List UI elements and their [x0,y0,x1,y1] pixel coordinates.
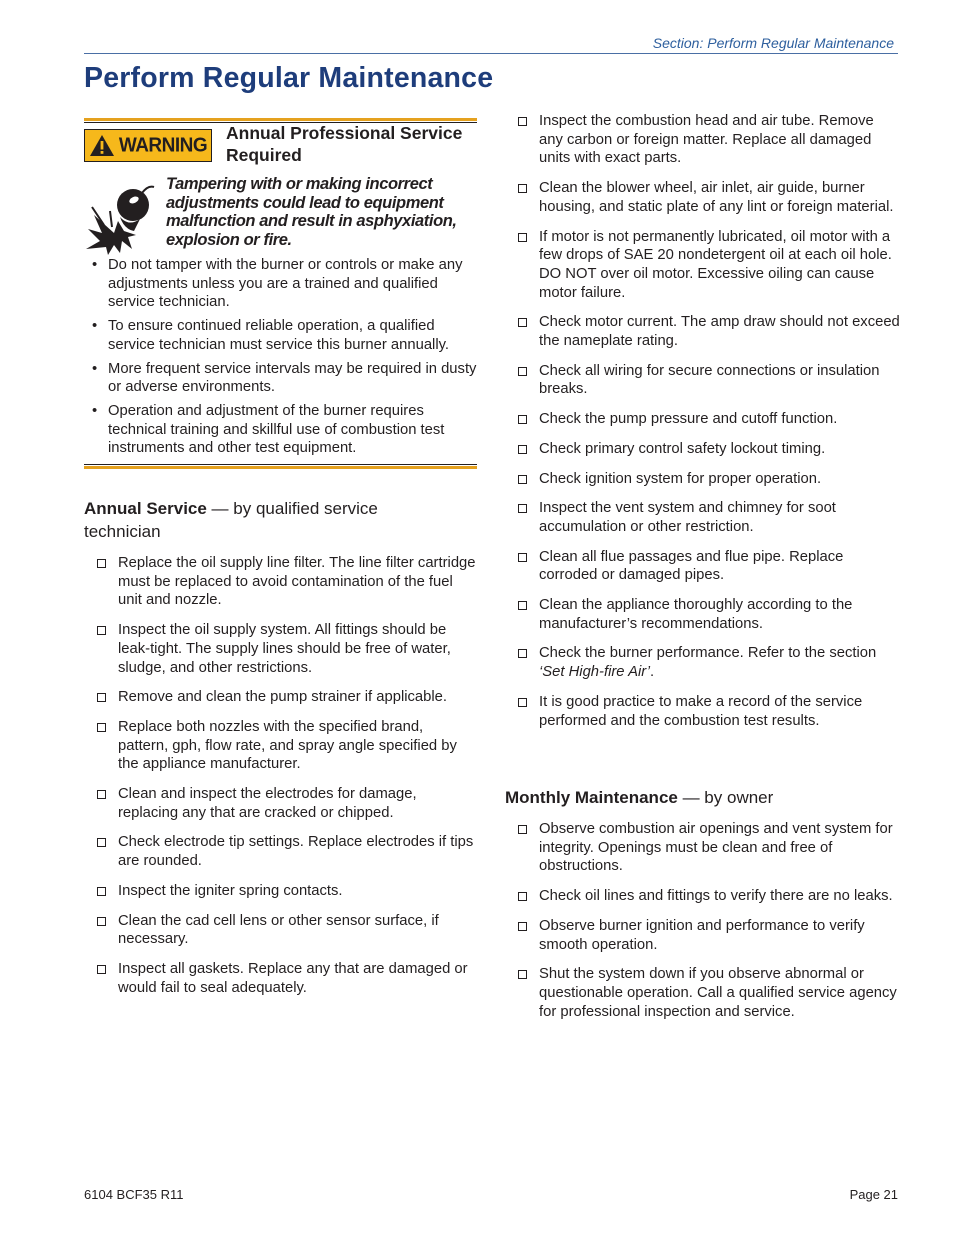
checklist-item [505,410,901,429]
checkbox-icon [518,504,527,513]
checkbox-icon [97,790,106,799]
checklist-item [84,960,477,997]
monthly-heading-bold: Monthly Maintenance [505,788,678,807]
checklist-item-text: Clean and inspect the electrodes for damage, replacing any that are cracked or chipped. [118,786,417,821]
checkbox-icon [518,970,527,979]
checklist-item [505,965,901,1021]
checkbox-icon [518,922,527,931]
checklist-item [84,833,477,870]
checklist-item-text: Clean the cad cell lens or other sensor surface, if necessary. [118,912,439,948]
section-label: Section: Perform Regular Maintenance [652,35,894,51]
checklist-item-text: Check electrode tip settings. Replace electrodes if tips are rounded. [118,834,474,870]
checklist-item [505,179,901,216]
checklist-item [505,440,901,459]
annual-service-heading-rest: — by qualified service technician [84,499,378,541]
section-reference: ‘Set High-fire Air’ [539,664,651,681]
warning-label [84,129,212,162]
page-header [84,34,898,54]
annual-checklist [84,554,477,1008]
warning-triangle-icon [89,134,115,157]
checkbox-icon [518,415,527,424]
monthly-maintenance-heading [505,786,901,809]
monthly-heading-rest: — by owner [677,788,774,807]
warning-label-text: WARNING [118,133,208,157]
warning-box [84,118,477,469]
checklist-item-text: Replace the oil supply line filter. The line filter cartridge must be replaced to avoid contamination of the fuel unit and nozzle. [118,555,476,609]
checklist-item [84,718,477,774]
checklist-item [505,917,901,954]
checkbox-icon [97,693,106,702]
checklist-item [84,688,477,707]
checklist-item [505,470,901,489]
checkbox-icon [518,601,527,610]
checkbox-icon [518,184,527,193]
checklist-item-text: If motor is not permanently lubricated, oil motor with a few drops of SAE 20 nondetergent oil at each oil hole. DO NOT over oil motor. Excessive oiling can cause motor failure. [539,228,892,301]
checklist-item-text: Replace both nozzles with the specified brand, pattern, gph, flow rate, and spray angle specified by the appliance manufacturer. [118,718,457,773]
checklist-item-text: Check all wiring for secure connections or insulation breaks. [539,362,880,398]
checklist-item [505,887,901,906]
checklist-item-text: Check ignition system for proper operation. [539,470,822,487]
checklist-item [505,362,901,399]
checklist-item-text: Observe burner ignition and performance to verify smooth operation. [539,917,865,953]
checklist-item [505,112,901,168]
checkbox-icon [518,233,527,242]
warning-bullet-list [84,256,477,463]
checklist-item-text: Inspect the combustion head and air tube. Remove any carbon or foreign matter. Replace all damaged units with exact parts. [539,113,874,167]
checklist-item-text: It is good practice to make a record of the service performed and the combustion test results. [539,693,863,729]
checkbox-icon [97,887,106,896]
checklist-item-text: Clean all flue passages and flue pipe. Replace corroded or damaged pipes. [539,548,844,584]
checkbox-icon [518,825,527,834]
annual-service-heading [84,497,444,543]
checklist-item-text: Shut the system down if you observe abnormal or questionable operation. Call a qualified service agency for professional inspection and service. [539,966,897,1020]
checkbox-icon [518,553,527,562]
checklist-item-text: Check motor current. The amp draw should not exceed the nameplate rating. [539,314,900,350]
monthly-checklist [505,820,901,1032]
checklist-item-text: Check the pump pressure and cutoff function. [539,411,838,428]
page-title: Perform Regular Maintenance [84,62,494,94]
warning-bullet: • More frequent service intervals may be required in dusty or adverse environments. [84,360,477,397]
checklist-item [505,596,901,633]
checklist-item-text: Observe combustion air openings and vent system for integrity. Openings must be clean and free of obstructions. [539,821,893,875]
checklist-item [505,693,901,730]
checklist-item-punct: . [650,664,655,681]
checkbox-icon [97,626,106,635]
warning-bullet: • Do not tamper with the burner or controls or make any adjustments unless you are a trained and qualified service technician. [84,256,477,312]
checklist-item-text: Remove and clean the pump strainer if applicable. [118,689,448,706]
checklist-item-text: Inspect the oil supply system. All fittings should be leak-tight. The supply lines should be free of water, sludge, and other restrictions. [118,622,451,676]
checkbox-icon [518,892,527,901]
checklist-item-text: Clean the appliance thoroughly according to the manufacturer’s recommendations. [539,597,853,632]
checkbox-icon [518,649,527,658]
hazard-statement: Tampering with or making incorrect adjustments could lead to equipment malfunction and result in asphyxiation, explosion or fire. [166,175,457,249]
warning-bullet: • Operation and adjustment of the burner requires technical training and skillful use of combustion test instruments and other test equipment. [84,402,477,458]
checklist-item [84,785,477,822]
checkbox-icon [518,698,527,707]
checklist-item-text: Check primary control safety lockout timing. [539,440,826,457]
warning-heading: Annual Professional Service Required [226,123,463,165]
checklist-item-text: Check the burner performance. Refer to the section [539,645,877,662]
checkbox-icon [518,367,527,376]
checklist-item [84,912,477,949]
checkbox-icon [97,917,106,926]
checkbox-icon [518,318,527,327]
left-column [84,118,477,996]
checkbox-icon [518,475,527,484]
checklist-item [505,499,901,536]
checkbox-icon [97,559,106,568]
checklist-item [505,313,901,350]
checklist-item [505,228,901,303]
checkbox-icon [97,965,106,974]
explosion-hazard-icon [84,177,162,255]
checklist-item [505,644,901,681]
checklist-item [84,882,477,901]
annual-checklist-continued [505,112,901,741]
annual-service-heading-bold: Annual Service [84,499,207,518]
checkbox-icon [97,723,106,732]
checklist-item-text: Inspect the igniter spring contacts. [118,882,343,899]
document-id: 6104 BCF35 R11 [84,1187,184,1202]
page-number: Page 21 [849,1187,898,1202]
checklist-item-text: Clean the blower wheel, air inlet, air guide, burner housing, and static plate of any lint or foreign material. [539,180,894,215]
checkbox-icon [97,838,106,847]
checklist-item-text: Check oil lines and fittings to verify there are no leaks. [539,888,893,905]
checklist-item [505,820,901,876]
checklist-item [84,554,477,610]
checklist-item [505,548,901,585]
warning-bullet: • To ensure continued reliable operation, a qualified service technician must service this burner annually. [84,317,477,354]
checkbox-icon [518,117,527,126]
checklist-item [84,621,477,677]
checklist-item-text: Inspect all gaskets. Replace any that are damaged or would fail to seal adequately. [118,960,468,996]
checkbox-icon [518,445,527,454]
checklist-item-text: Inspect the vent system and chimney for soot accumulation or other restriction. [539,500,836,535]
